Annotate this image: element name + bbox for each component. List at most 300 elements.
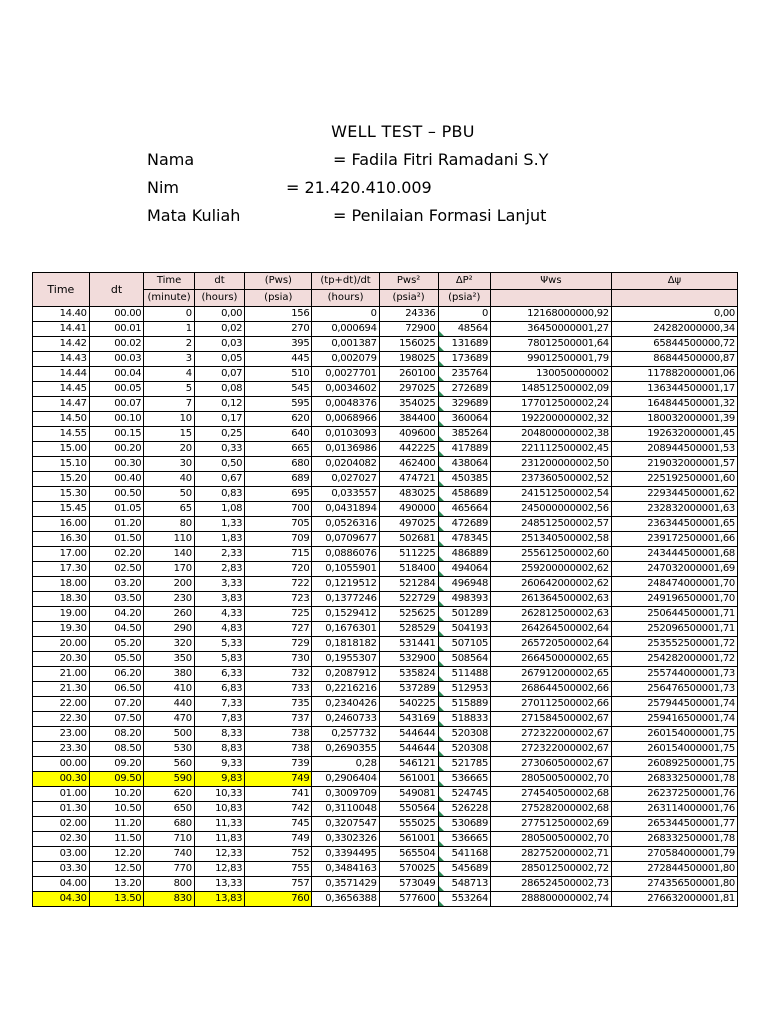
cell-delta-psi: 192632000001,45 [611, 427, 737, 442]
table-row [33, 412, 738, 427]
header-pws2: Pws² [379, 273, 438, 290]
cell-dp2: 486889 [438, 547, 491, 562]
table-body [33, 307, 738, 907]
cell-dt-hours: 3,33 [194, 577, 244, 592]
cell-pws: 739 [245, 757, 312, 772]
cell-dt-hours: 12,33 [194, 847, 244, 862]
cell-dt-hours: 5,83 [194, 652, 244, 667]
cell-dt-hours: 0,12 [194, 397, 244, 412]
table-row [33, 397, 738, 412]
cell-dt-hours: 10,83 [194, 802, 244, 817]
cell-dp2: 526228 [438, 802, 491, 817]
cell-time: 23.00 [33, 727, 90, 742]
cell-time: 14.43 [33, 352, 90, 367]
cell-psi-ws: 130050000002 [491, 367, 612, 382]
cell-dt-hours: 3,83 [194, 592, 244, 607]
cell-time: 20.30 [33, 652, 90, 667]
cell-dt: 12.20 [89, 847, 144, 862]
table-row [33, 367, 738, 382]
cell-pws: 738 [245, 742, 312, 757]
cell-dp2: 511488 [438, 667, 491, 682]
cell-psi-ws: 177012500002,24 [491, 397, 612, 412]
cell-pws: 510 [245, 367, 312, 382]
cell-dt: 00.03 [89, 352, 144, 367]
cell-time: 22.00 [33, 697, 90, 712]
cell-pws: 695 [245, 487, 312, 502]
cell-ratio: 0,0526316 [312, 517, 379, 532]
cell-dp2: 521785 [438, 757, 491, 772]
cell-dt-hours: 0,02 [194, 322, 244, 337]
cell-time-min: 380 [144, 667, 194, 682]
header-delta-psi: Δψ [611, 273, 737, 290]
cell-pws: 620 [245, 412, 312, 427]
cell-time-min: 830 [144, 892, 194, 907]
cell-ratio: 0,1055901 [312, 562, 379, 577]
cell-time-min: 650 [144, 802, 194, 817]
cell-psi-ws: 248512500002,57 [491, 517, 612, 532]
table-row [33, 472, 738, 487]
cell-psi-ws: 288800000002,74 [491, 892, 612, 907]
cell-pws2: 577600 [379, 892, 438, 907]
cell-time: 20.00 [33, 637, 90, 652]
cell-time-min: 30 [144, 457, 194, 472]
cell-delta-psi: 208944500001,53 [611, 442, 737, 457]
cell-pws: 752 [245, 847, 312, 862]
cell-psi-ws: 271584500002,67 [491, 712, 612, 727]
cell-psi-ws: 282752000002,71 [491, 847, 612, 862]
cell-pws2: 531441 [379, 637, 438, 652]
table-row [33, 817, 738, 832]
cell-dt-hours: 1,08 [194, 502, 244, 517]
cell-time: 01.30 [33, 802, 90, 817]
cell-delta-psi: 260892500001,75 [611, 757, 737, 772]
cell-time-min: 320 [144, 637, 194, 652]
cell-pws: 745 [245, 817, 312, 832]
cell-dt: 00.04 [89, 367, 144, 382]
cell-psi-ws: 148512500002,09 [491, 382, 612, 397]
cell-pws2: 544644 [379, 742, 438, 757]
cell-psi-ws: 78012500001,64 [491, 337, 612, 352]
cell-dt: 02.50 [89, 562, 144, 577]
table-row [33, 442, 738, 457]
cell-pws: 741 [245, 787, 312, 802]
cell-dt: 00.30 [89, 457, 144, 472]
table-row [33, 772, 738, 787]
info-label-nama: Nama [147, 150, 195, 169]
table-row [33, 457, 738, 472]
cell-time-min: 5 [144, 382, 194, 397]
cell-delta-psi: 274356500001,80 [611, 877, 737, 892]
cell-dp2: 496948 [438, 577, 491, 592]
cell-dt-hours: 9,33 [194, 757, 244, 772]
cell-dp2: 498393 [438, 592, 491, 607]
cell-ratio: 0,0204082 [312, 457, 379, 472]
cell-dp2: 272689 [438, 382, 491, 397]
cell-ratio: 0,001387 [312, 337, 379, 352]
cell-dt-hours: 5,33 [194, 637, 244, 652]
cell-time: 17.30 [33, 562, 90, 577]
cell-ratio: 0,2460733 [312, 712, 379, 727]
cell-time: 15.00 [33, 442, 90, 457]
cell-psi-ws: 221112500002,45 [491, 442, 612, 457]
cell-pws2: 260100 [379, 367, 438, 382]
cell-pws: 715 [245, 547, 312, 562]
cell-ratio: 0,0034602 [312, 382, 379, 397]
cell-dp2: 501289 [438, 607, 491, 622]
table-row [33, 517, 738, 532]
table-row [33, 877, 738, 892]
cell-time: 14.44 [33, 367, 90, 382]
cell-ratio: 0,3656388 [312, 892, 379, 907]
cell-dt: 09.20 [89, 757, 144, 772]
header-dt: dt [89, 273, 144, 307]
cell-dt: 06.20 [89, 667, 144, 682]
cell-time: 00.00 [33, 757, 90, 772]
cell-time-min: 4 [144, 367, 194, 382]
cell-dt-hours: 1,83 [194, 532, 244, 547]
cell-pws2: 442225 [379, 442, 438, 457]
cell-psi-ws: 267912000002,65 [491, 667, 612, 682]
header-time-min: Time [144, 273, 194, 290]
well-test-table [32, 272, 738, 907]
cell-time: 03.30 [33, 862, 90, 877]
cell-time-min: 140 [144, 547, 194, 562]
cell-dt-hours: 4,33 [194, 607, 244, 622]
cell-dp2: 520308 [438, 742, 491, 757]
table-row [33, 382, 738, 397]
cell-time-min: 740 [144, 847, 194, 862]
cell-dp2: 131689 [438, 337, 491, 352]
cell-ratio: 0,1818182 [312, 637, 379, 652]
cell-pws2: 540225 [379, 697, 438, 712]
cell-time-min: 800 [144, 877, 194, 892]
table-row [33, 652, 738, 667]
cell-pws2: 409600 [379, 427, 438, 442]
cell-time-min: 680 [144, 817, 194, 832]
cell-delta-psi: 229344500001,62 [611, 487, 737, 502]
table-row [33, 682, 738, 697]
cell-delta-psi: 276632000001,81 [611, 892, 737, 907]
cell-ratio: 0,3110048 [312, 802, 379, 817]
cell-time: 14.41 [33, 322, 90, 337]
cell-dp2: 472689 [438, 517, 491, 532]
cell-delta-psi: 0,00 [611, 307, 737, 322]
cell-dp2: 450385 [438, 472, 491, 487]
cell-ratio: 0,0886076 [312, 547, 379, 562]
cell-ratio: 0,3571429 [312, 877, 379, 892]
cell-time-min: 2 [144, 337, 194, 352]
cell-ratio: 0,000694 [312, 322, 379, 337]
cell-time: 14.45 [33, 382, 90, 397]
cell-pws2: 549081 [379, 787, 438, 802]
cell-ratio: 0,0431894 [312, 502, 379, 517]
cell-pws2: 543169 [379, 712, 438, 727]
cell-dt-hours: 8,33 [194, 727, 244, 742]
cell-ratio: 0,3394495 [312, 847, 379, 862]
cell-dp2: 0 [438, 307, 491, 322]
table-row [33, 757, 738, 772]
cell-delta-psi: 247032000001,69 [611, 562, 737, 577]
cell-dt: 00.10 [89, 412, 144, 427]
cell-ratio: 0,3302326 [312, 832, 379, 847]
cell-pws: 737 [245, 712, 312, 727]
cell-pws2: 561001 [379, 832, 438, 847]
cell-time-min: 200 [144, 577, 194, 592]
cell-psi-ws: 261364500002,63 [491, 592, 612, 607]
cell-psi-ws: 262812500002,63 [491, 607, 612, 622]
cell-dt: 00.07 [89, 397, 144, 412]
cell-pws2: 354025 [379, 397, 438, 412]
cell-delta-psi: 136344500001,17 [611, 382, 737, 397]
cell-pws2: 537289 [379, 682, 438, 697]
cell-pws2: 521284 [379, 577, 438, 592]
cell-pws2: 483025 [379, 487, 438, 502]
table-row [33, 622, 738, 637]
cell-ratio: 0,002079 [312, 352, 379, 367]
cell-time-min: 590 [144, 772, 194, 787]
cell-dt: 01.05 [89, 502, 144, 517]
cell-pws2: 565504 [379, 847, 438, 862]
cell-dt: 12.50 [89, 862, 144, 877]
cell-dp2: 438064 [438, 457, 491, 472]
cell-dt-hours: 7,33 [194, 697, 244, 712]
cell-delta-psi: 265344500001,77 [611, 817, 737, 832]
cell-psi-ws: 204800000002,38 [491, 427, 612, 442]
cell-dt: 09.50 [89, 772, 144, 787]
cell-delta-psi: 256476500001,73 [611, 682, 737, 697]
cell-pws2: 535824 [379, 667, 438, 682]
header-psi-ws: Ψws [491, 273, 612, 290]
cell-delta-psi: 253552500001,72 [611, 637, 737, 652]
cell-delta-psi: 257944500001,74 [611, 697, 737, 712]
cell-dt: 03.50 [89, 592, 144, 607]
cell-dt-hours: 0,08 [194, 382, 244, 397]
cell-psi-ws: 277512500002,69 [491, 817, 612, 832]
cell-delta-psi: 262372500001,76 [611, 787, 737, 802]
cell-pws: 709 [245, 532, 312, 547]
cell-pws: 640 [245, 427, 312, 442]
cell-time: 14.55 [33, 427, 90, 442]
cell-pws2: 462400 [379, 457, 438, 472]
cell-dp2: 508564 [438, 652, 491, 667]
table-row [33, 727, 738, 742]
cell-psi-ws: 260642000002,62 [491, 577, 612, 592]
header-ratio-unit: (hours) [312, 290, 379, 307]
cell-dt: 03.20 [89, 577, 144, 592]
cell-dt-hours: 10,33 [194, 787, 244, 802]
table-row [33, 892, 738, 907]
table-row [33, 862, 738, 877]
cell-time: 14.40 [33, 307, 90, 322]
cell-psi-ws: 272322000002,67 [491, 727, 612, 742]
cell-ratio: 0,0027701 [312, 367, 379, 382]
cell-time: 15.10 [33, 457, 90, 472]
cell-time: 17.00 [33, 547, 90, 562]
cell-dp2: 385264 [438, 427, 491, 442]
cell-time-min: 500 [144, 727, 194, 742]
cell-ratio: 0,1377246 [312, 592, 379, 607]
cell-time: 14.50 [33, 412, 90, 427]
cell-dp2: 553264 [438, 892, 491, 907]
cell-ratio: 0,1676301 [312, 622, 379, 637]
cell-delta-psi: 243444500001,68 [611, 547, 737, 562]
cell-dt: 07.20 [89, 697, 144, 712]
cell-ratio: 0 [312, 307, 379, 322]
cell-dp2: 504193 [438, 622, 491, 637]
cell-dp2: 530689 [438, 817, 491, 832]
table-row [33, 502, 738, 517]
cell-pws: 445 [245, 352, 312, 367]
cell-pws: 270 [245, 322, 312, 337]
cell-pws: 700 [245, 502, 312, 517]
info-label-mata-kuliah: Mata Kuliah [147, 206, 241, 225]
cell-delta-psi: 180032000001,39 [611, 412, 737, 427]
cell-time: 19.30 [33, 622, 90, 637]
cell-dt-hours: 12,83 [194, 862, 244, 877]
cell-time-min: 15 [144, 427, 194, 442]
cell-dt-hours: 0,25 [194, 427, 244, 442]
cell-psi-ws: 99012500001,79 [491, 352, 612, 367]
cell-pws2: 502681 [379, 532, 438, 547]
cell-dt: 13.50 [89, 892, 144, 907]
cell-dp2: 545689 [438, 862, 491, 877]
cell-dt-hours: 0,07 [194, 367, 244, 382]
cell-dt: 01.20 [89, 517, 144, 532]
cell-pws: 755 [245, 862, 312, 877]
cell-psi-ws: 280500500002,70 [491, 772, 612, 787]
cell-ratio: 0,0103093 [312, 427, 379, 442]
table-row [33, 352, 738, 367]
cell-time-min: 770 [144, 862, 194, 877]
cell-dt-hours: 2,33 [194, 547, 244, 562]
cell-delta-psi: 260154000001,75 [611, 742, 737, 757]
cell-delta-psi: 268332500001,78 [611, 772, 737, 787]
table-row [33, 742, 738, 757]
cell-dt: 05.20 [89, 637, 144, 652]
cell-time: 22.30 [33, 712, 90, 727]
cell-dp2: 458689 [438, 487, 491, 502]
cell-ratio: 0,2087912 [312, 667, 379, 682]
cell-time-min: 230 [144, 592, 194, 607]
cell-time-min: 530 [144, 742, 194, 757]
info-value-mata-kuliah: = Penilaian Formasi Lanjut [333, 206, 547, 225]
cell-dt-hours: 4,83 [194, 622, 244, 637]
cell-psi-ws: 231200000002,50 [491, 457, 612, 472]
cell-psi-ws: 275282000002,68 [491, 802, 612, 817]
table-row [33, 637, 738, 652]
cell-pws2: 24336 [379, 307, 438, 322]
cell-psi-ws: 12168000000,92 [491, 307, 612, 322]
cell-pws2: 384400 [379, 412, 438, 427]
cell-pws: 760 [245, 892, 312, 907]
cell-delta-psi: 65844500000,72 [611, 337, 737, 352]
table-row [33, 847, 738, 862]
cell-dp2: 360064 [438, 412, 491, 427]
table-row [33, 787, 738, 802]
header-time: Time [33, 273, 90, 307]
cell-ratio: 0,1529412 [312, 607, 379, 622]
cell-time-min: 50 [144, 487, 194, 502]
cell-dt-hours: 1,33 [194, 517, 244, 532]
cell-pws: 738 [245, 727, 312, 742]
cell-ratio: 0,3207547 [312, 817, 379, 832]
cell-pws: 723 [245, 592, 312, 607]
cell-psi-ws: 286524500002,73 [491, 877, 612, 892]
cell-dt: 10.50 [89, 802, 144, 817]
cell-ratio: 0,027027 [312, 472, 379, 487]
cell-dp2: 48564 [438, 322, 491, 337]
cell-dp2: 329689 [438, 397, 491, 412]
cell-pws: 730 [245, 652, 312, 667]
header-dt-hours-unit: (hours) [194, 290, 244, 307]
cell-dt-hours: 0,83 [194, 487, 244, 502]
cell-pws: 729 [245, 637, 312, 652]
cell-psi-ws: 268644500002,66 [491, 682, 612, 697]
cell-pws2: 72900 [379, 322, 438, 337]
cell-pws: 689 [245, 472, 312, 487]
cell-dp2: 518833 [438, 712, 491, 727]
cell-dt-hours: 0,03 [194, 337, 244, 352]
cell-pws: 727 [245, 622, 312, 637]
table-row [33, 307, 738, 322]
cell-time-min: 65 [144, 502, 194, 517]
cell-dp2: 548713 [438, 877, 491, 892]
cell-ratio: 0,3484163 [312, 862, 379, 877]
cell-pws: 595 [245, 397, 312, 412]
cell-dt: 00.00 [89, 307, 144, 322]
cell-psi-ws: 241512500002,54 [491, 487, 612, 502]
cell-dt: 06.50 [89, 682, 144, 697]
cell-psi-ws: 259200000002,62 [491, 562, 612, 577]
cell-dt-hours: 0,17 [194, 412, 244, 427]
table-row [33, 697, 738, 712]
cell-delta-psi: 263114000001,76 [611, 802, 737, 817]
cell-time-min: 260 [144, 607, 194, 622]
cell-pws2: 198025 [379, 352, 438, 367]
cell-dt: 00.01 [89, 322, 144, 337]
cell-time-min: 170 [144, 562, 194, 577]
table-row [33, 337, 738, 352]
cell-dp2: 173689 [438, 352, 491, 367]
cell-time: 21.00 [33, 667, 90, 682]
cell-time-min: 7 [144, 397, 194, 412]
cell-time-min: 560 [144, 757, 194, 772]
cell-delta-psi: 236344500001,65 [611, 517, 737, 532]
table-row [33, 562, 738, 577]
cell-dt-hours: 13,33 [194, 877, 244, 892]
cell-dt-hours: 8,83 [194, 742, 244, 757]
cell-psi-ws: 272322000002,67 [491, 742, 612, 757]
cell-ratio: 0,2906404 [312, 772, 379, 787]
cell-psi-ws: 274540500002,68 [491, 787, 612, 802]
cell-dp2: 515889 [438, 697, 491, 712]
document-title: WELL TEST – PBU [331, 122, 475, 141]
cell-pws: 735 [245, 697, 312, 712]
cell-pws2: 532900 [379, 652, 438, 667]
table-row [33, 577, 738, 592]
cell-pws2: 156025 [379, 337, 438, 352]
cell-time: 18.30 [33, 592, 90, 607]
header-time-min-unit: (minute) [144, 290, 194, 307]
cell-pws2: 550564 [379, 802, 438, 817]
cell-time-min: 350 [144, 652, 194, 667]
cell-time: 21.30 [33, 682, 90, 697]
cell-delta-psi: 250644500001,71 [611, 607, 737, 622]
cell-time-min: 20 [144, 442, 194, 457]
table-row [33, 607, 738, 622]
cell-ratio: 0,0709677 [312, 532, 379, 547]
cell-dt-hours: 0,33 [194, 442, 244, 457]
